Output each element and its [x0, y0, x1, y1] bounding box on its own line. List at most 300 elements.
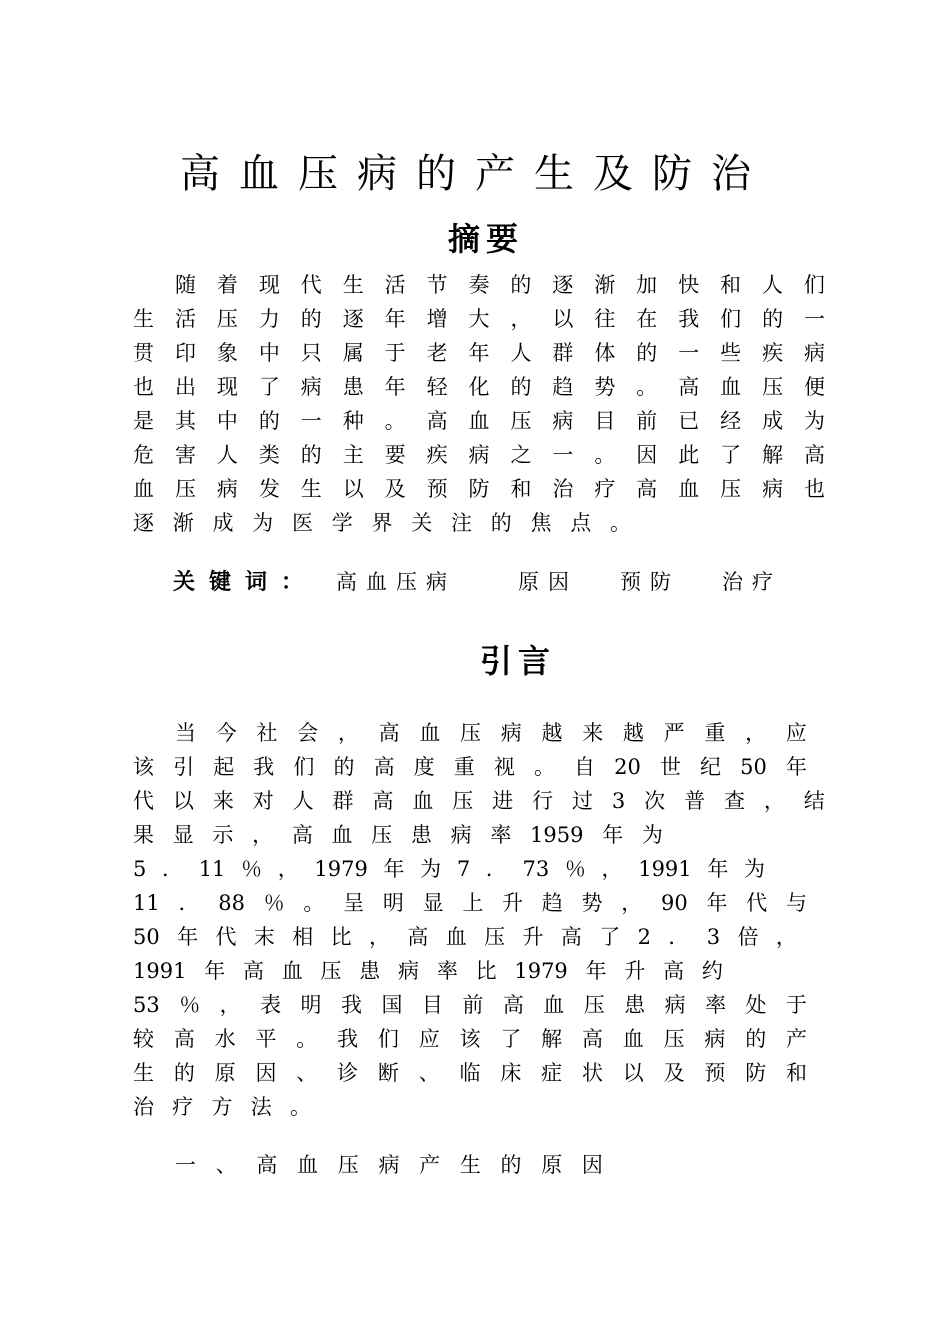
text-glyph: 病 [804, 341, 825, 365]
text-glyph: 生 [300, 477, 322, 501]
text-glyph: 压 [510, 409, 532, 433]
section-heading [175, 1148, 603, 1182]
text-glyph: 和 [786, 1061, 807, 1085]
text-glyph: 便 [804, 375, 825, 399]
intro-line [133, 988, 807, 1022]
text-glyph: 及 [384, 477, 406, 501]
text-glyph: 大 [468, 307, 490, 331]
text-glyph: 血 [281, 959, 303, 983]
text-glyph: 以 [622, 1061, 644, 1085]
text-glyph: 。 [594, 443, 616, 467]
text-glyph: 节 [426, 273, 448, 297]
keyword-item: 治疗 [722, 570, 782, 594]
text-glyph: 该 [459, 1027, 481, 1051]
text-glyph: 诊 [337, 1061, 359, 1085]
text-glyph: 表 [260, 993, 282, 1017]
text-glyph: 于 [384, 341, 406, 365]
intro-line [133, 920, 797, 954]
text-glyph: 学 [331, 511, 353, 535]
text-glyph: 经 [720, 409, 742, 433]
text-glyph: 年 [384, 375, 406, 399]
text-glyph: 血 [412, 789, 434, 813]
text-glyph: 逐 [133, 511, 154, 535]
text-glyph: 因 [636, 443, 658, 467]
text-glyph: 前 [636, 409, 658, 433]
text-glyph: 高 [636, 477, 658, 501]
text-glyph: 20 [614, 755, 641, 779]
text-glyph: 症 [541, 1061, 563, 1085]
text-glyph: 重 [704, 721, 726, 745]
text-glyph: 目 [421, 993, 443, 1017]
text-glyph: 类 [258, 443, 280, 467]
text-glyph: 于 [785, 993, 807, 1017]
text-glyph: 象 [216, 341, 238, 365]
text-glyph: 高 [242, 959, 264, 983]
text-glyph: 平 [255, 1027, 277, 1051]
text-glyph: 、 [215, 1153, 237, 1177]
text-glyph: 活 [174, 307, 196, 331]
text-glyph: 防 [745, 1061, 767, 1085]
text-glyph: 因 [255, 1061, 277, 1085]
text-glyph: 些 [720, 341, 742, 365]
text-glyph: 。 [296, 1027, 318, 1051]
text-glyph: 、 [296, 1061, 318, 1085]
text-glyph: 的 [490, 511, 512, 535]
text-glyph: 前 [462, 993, 484, 1017]
text-glyph: 病 [378, 1153, 400, 1177]
text-glyph: 年 [585, 959, 607, 983]
text-glyph: 起 [213, 755, 235, 779]
text-glyph: 注 [451, 511, 472, 535]
text-glyph: 了 [720, 443, 742, 467]
text-glyph: 血 [720, 375, 742, 399]
text-glyph: 年 [707, 857, 729, 881]
text-glyph: 的 [333, 755, 355, 779]
text-glyph: 们 [720, 307, 742, 331]
text-glyph: 是 [133, 409, 154, 433]
text-glyph: 高 [372, 789, 394, 813]
abstract-line [175, 268, 825, 302]
text-glyph: 结 [803, 789, 825, 813]
text-glyph: 率 [490, 823, 512, 847]
text-glyph: 血 [133, 477, 154, 501]
text-glyph: 压 [174, 477, 196, 501]
text-glyph: 50 [740, 755, 767, 779]
abstract-line [133, 336, 825, 370]
text-glyph: 了 [258, 375, 280, 399]
text-glyph: 界 [371, 511, 393, 535]
text-glyph: 血 [678, 477, 700, 501]
text-glyph: ， [337, 721, 359, 745]
text-glyph: 产 [419, 1153, 441, 1177]
text-glyph: 生 [133, 307, 154, 331]
text-glyph: 为 [641, 823, 663, 847]
text-glyph: 代 [215, 925, 237, 949]
keyword-item: 原因 [518, 570, 578, 594]
text-glyph: 一 [175, 1153, 196, 1177]
keywords-label: 关键词： [173, 570, 318, 595]
text-glyph: 5 [133, 857, 147, 881]
text-glyph: 主 [342, 443, 364, 467]
text-glyph: 为 [804, 409, 825, 433]
text-glyph: 预 [426, 477, 448, 501]
text-glyph: 。 [610, 511, 631, 535]
text-glyph: 疗 [594, 477, 616, 501]
text-glyph: 行 [532, 789, 554, 813]
text-glyph: 病 [762, 477, 784, 501]
text-glyph: 高 [663, 959, 685, 983]
intro-line [133, 784, 825, 818]
text-glyph: 病 [500, 721, 522, 745]
text-glyph: 应 [418, 1027, 440, 1051]
text-glyph: 焦 [530, 511, 552, 535]
text-glyph: 呈 [343, 891, 365, 915]
text-glyph: 化 [468, 375, 490, 399]
text-glyph: 患 [342, 375, 364, 399]
text-glyph: 们 [803, 273, 825, 297]
text-glyph: 进 [492, 789, 514, 813]
text-glyph: 治 [552, 477, 574, 501]
text-glyph: 1991 [133, 959, 187, 983]
text-glyph: 目 [594, 409, 616, 433]
text-glyph: 病 [398, 959, 420, 983]
document-title: 高血压病的产生及防治 [180, 151, 770, 197]
text-glyph: 重 [453, 755, 475, 779]
text-glyph: 社 [256, 721, 278, 745]
text-glyph: 血 [331, 823, 353, 847]
text-glyph: 人 [510, 341, 532, 365]
abstract-line [133, 370, 825, 404]
text-glyph: ， [510, 307, 532, 331]
text-glyph: ， [601, 857, 623, 881]
text-glyph: 来 [582, 721, 604, 745]
text-glyph: 其 [174, 409, 196, 433]
text-glyph: 我 [341, 993, 362, 1017]
text-glyph: 老 [426, 341, 448, 365]
text-glyph: 世 [659, 755, 681, 779]
text-glyph: 的 [745, 1027, 767, 1051]
text-glyph: ， [621, 891, 643, 915]
abstract-line [133, 302, 825, 336]
text-glyph: 国 [381, 993, 403, 1017]
text-glyph: 往 [594, 307, 616, 331]
text-glyph: 人 [216, 443, 238, 467]
text-glyph: 着 [216, 273, 238, 297]
text-glyph: 之 [510, 443, 532, 467]
text-glyph: 压 [720, 477, 742, 501]
text-glyph: 了 [599, 925, 621, 949]
text-glyph: 我 [337, 1027, 359, 1051]
text-glyph: 奏 [468, 273, 490, 297]
text-glyph: 、 [418, 1061, 440, 1085]
text-glyph: 以 [342, 477, 364, 501]
text-glyph: 率 [705, 993, 727, 1017]
abstract-line [133, 472, 825, 506]
text-glyph: 今 [215, 721, 237, 745]
text-glyph: 解 [762, 443, 784, 467]
text-glyph: 高 [560, 925, 582, 949]
text-glyph: 越 [541, 721, 563, 745]
text-glyph: 年 [177, 925, 199, 949]
text-glyph: 体 [594, 341, 616, 365]
text-glyph: 高 [426, 409, 448, 433]
abstract-line [133, 438, 825, 472]
text-glyph: 越 [622, 721, 644, 745]
text-glyph: 的 [300, 443, 322, 467]
text-glyph: ， [219, 993, 241, 1017]
text-glyph: 73 [522, 857, 550, 881]
text-glyph: 的 [300, 307, 322, 331]
text-glyph: 轻 [426, 375, 448, 399]
text-glyph: 高 [256, 1153, 278, 1177]
intro-line [133, 1090, 311, 1124]
text-glyph: 病 [300, 375, 322, 399]
text-glyph: 压 [663, 1027, 685, 1051]
text-glyph: 和 [510, 477, 532, 501]
text-glyph: 的 [762, 307, 784, 331]
text-glyph: 群 [552, 341, 574, 365]
intro-line [133, 1022, 807, 1056]
text-glyph: 医 [292, 511, 313, 535]
text-glyph: 90 [661, 891, 688, 915]
text-glyph: 渐 [594, 273, 616, 297]
text-glyph: 度 [413, 755, 435, 779]
text-glyph: 的 [258, 409, 280, 433]
text-glyph: 严 [663, 721, 685, 745]
text-glyph: 们 [293, 755, 315, 779]
text-glyph: 原 [541, 1153, 563, 1177]
text-glyph: ， [745, 721, 767, 745]
text-glyph: 患 [359, 959, 381, 983]
text-glyph: 压 [320, 959, 342, 983]
text-glyph: 趋 [552, 375, 574, 399]
text-glyph: 升 [624, 959, 646, 983]
text-glyph: 压 [460, 721, 482, 745]
text-glyph: 。 [384, 409, 406, 433]
text-glyph: 该 [133, 755, 154, 779]
intro-line [133, 818, 663, 852]
text-glyph: 疾 [426, 443, 448, 467]
text-glyph: ， [763, 789, 785, 813]
text-glyph: 高 [378, 721, 400, 745]
text-glyph: ％ [179, 993, 201, 1017]
text-glyph: 患 [624, 993, 646, 1017]
text-glyph: 种 [342, 409, 364, 433]
text-glyph: 年 [706, 891, 728, 915]
text-glyph: 发 [258, 477, 280, 501]
text-glyph: 以 [172, 789, 194, 813]
text-glyph: 1991 [638, 857, 692, 881]
text-glyph: 高 [373, 755, 395, 779]
text-glyph: 高 [581, 1027, 603, 1051]
intro-line [133, 852, 765, 886]
text-glyph: 血 [445, 925, 467, 949]
text-glyph: 年 [468, 341, 490, 365]
text-glyph: 年 [384, 307, 406, 331]
text-glyph: ． [668, 925, 690, 949]
text-glyph: 关 [411, 511, 433, 535]
text-glyph: 年 [383, 857, 405, 881]
text-glyph: 3 [611, 789, 626, 813]
text-glyph: 的 [510, 375, 532, 399]
intro-line [133, 886, 807, 920]
text-glyph: 年 [204, 959, 226, 983]
text-glyph: 只 [300, 341, 322, 365]
text-glyph: 代 [133, 789, 154, 813]
text-glyph: 显 [172, 823, 194, 847]
text-glyph: 病 [450, 823, 472, 847]
text-glyph: 也 [133, 375, 154, 399]
text-glyph: 高 [407, 925, 429, 949]
intro-line [133, 954, 723, 988]
text-glyph: 普 [684, 789, 706, 813]
text-glyph: 的 [500, 1153, 522, 1177]
text-glyph: 比 [475, 959, 497, 983]
text-glyph: 。 [303, 891, 325, 915]
text-glyph: 印 [174, 341, 196, 365]
text-glyph: 及 [663, 1061, 685, 1085]
text-glyph: 明 [382, 891, 404, 915]
intro-line [175, 716, 807, 750]
text-glyph: 点 [570, 511, 592, 535]
text-glyph: 。 [533, 755, 555, 779]
abstract-heading: 摘要 [448, 220, 525, 258]
text-glyph: 也 [804, 477, 825, 501]
text-glyph: 高 [502, 993, 524, 1017]
text-glyph: 对 [252, 789, 274, 813]
text-glyph: 。 [636, 375, 658, 399]
text-glyph: 过 [571, 789, 593, 813]
text-glyph: 的 [510, 273, 532, 297]
text-glyph: 。 [290, 1095, 311, 1119]
text-glyph: 查 [723, 789, 745, 813]
text-glyph: 88 [218, 891, 245, 915]
text-glyph: 比 [330, 925, 352, 949]
text-glyph: 在 [636, 307, 658, 331]
text-glyph: 解 [541, 1027, 563, 1051]
text-glyph: 血 [468, 409, 490, 433]
text-glyph: 了 [500, 1027, 522, 1051]
text-glyph: 率 [436, 959, 458, 983]
text-glyph: 11 [198, 857, 226, 881]
text-glyph: 疗 [172, 1095, 194, 1119]
text-glyph: 病 [704, 1027, 726, 1051]
text-glyph: 断 [377, 1061, 399, 1085]
text-glyph: 一 [300, 409, 322, 433]
text-glyph: 快 [678, 273, 700, 297]
text-glyph: 当 [175, 721, 196, 745]
text-glyph: 增 [426, 307, 448, 331]
text-glyph: 一 [804, 307, 825, 331]
text-glyph: 危 [133, 443, 154, 467]
text-glyph: ， [368, 925, 390, 949]
text-glyph: 压 [762, 375, 784, 399]
text-glyph: 来 [212, 789, 234, 813]
text-glyph: 已 [678, 409, 700, 433]
text-glyph: 高 [678, 375, 700, 399]
text-glyph: 为 [252, 511, 274, 535]
text-glyph: 病 [664, 993, 686, 1017]
text-glyph: 人 [761, 273, 783, 297]
intro-heading: 引言 [480, 642, 557, 680]
text-glyph: 力 [258, 307, 280, 331]
text-glyph: ． [178, 891, 200, 915]
text-glyph: 高 [173, 1027, 195, 1051]
text-glyph: 较 [133, 1027, 154, 1051]
text-glyph: 代 [300, 273, 322, 297]
text-glyph: 我 [678, 307, 700, 331]
text-glyph: 血 [419, 721, 441, 745]
text-glyph: 临 [459, 1061, 481, 1085]
text-glyph: 趋 [541, 891, 563, 915]
text-glyph: 末 [253, 925, 275, 949]
intro-line [133, 1056, 807, 1090]
text-glyph: 中 [258, 341, 280, 365]
text-glyph: 防 [468, 477, 490, 501]
text-glyph: 原 [214, 1061, 236, 1085]
text-glyph: 因 [581, 1153, 603, 1177]
text-glyph: 上 [462, 891, 484, 915]
text-glyph: 疾 [762, 341, 784, 365]
text-glyph: 势 [581, 891, 603, 915]
text-glyph: 害 [174, 443, 196, 467]
text-glyph: 53 [133, 993, 160, 1017]
text-glyph: ％ [263, 891, 285, 915]
text-glyph: 升 [502, 891, 524, 915]
text-glyph: 的 [636, 341, 658, 365]
text-glyph: 和 [719, 273, 741, 297]
text-glyph: 处 [745, 993, 767, 1017]
text-glyph: 产 [786, 1027, 807, 1051]
text-glyph: 方 [211, 1095, 233, 1119]
text-glyph: 11 [133, 891, 160, 915]
text-glyph: 年 [785, 755, 807, 779]
text-glyph: 压 [484, 925, 506, 949]
text-glyph: 1959 [530, 823, 584, 847]
text-glyph: 渐 [172, 511, 194, 535]
text-glyph: 生 [342, 273, 364, 297]
text-glyph: ． [485, 857, 507, 881]
text-glyph: 法 [250, 1095, 272, 1119]
text-glyph: 势 [594, 375, 616, 399]
text-glyph: 高 [291, 823, 313, 847]
text-glyph: 病 [216, 477, 238, 501]
text-glyph: 一 [552, 443, 574, 467]
text-glyph: 会 [297, 721, 319, 745]
text-glyph: 活 [384, 273, 406, 297]
text-glyph: 约 [701, 959, 723, 983]
text-glyph: 血 [297, 1153, 319, 1177]
text-glyph: 纪 [700, 755, 722, 779]
abstract-line [133, 506, 631, 540]
text-glyph: 出 [174, 375, 196, 399]
text-glyph: 生 [459, 1153, 481, 1177]
keyword-item: 预防 [620, 570, 680, 594]
text-glyph: 50 [133, 925, 160, 949]
text-glyph: 现 [258, 273, 280, 297]
text-glyph: 2 [637, 925, 651, 949]
text-glyph: 年 [602, 823, 624, 847]
text-glyph: 为 [420, 857, 442, 881]
text-glyph: 压 [216, 307, 238, 331]
text-glyph: 3 [706, 925, 721, 949]
text-glyph: 相 [292, 925, 314, 949]
text-glyph: 为 [743, 857, 765, 881]
keyword-item: 高血压病 [336, 570, 456, 594]
text-glyph: 此 [678, 443, 700, 467]
text-glyph: 视 [493, 755, 515, 779]
text-glyph: ， [775, 925, 797, 949]
